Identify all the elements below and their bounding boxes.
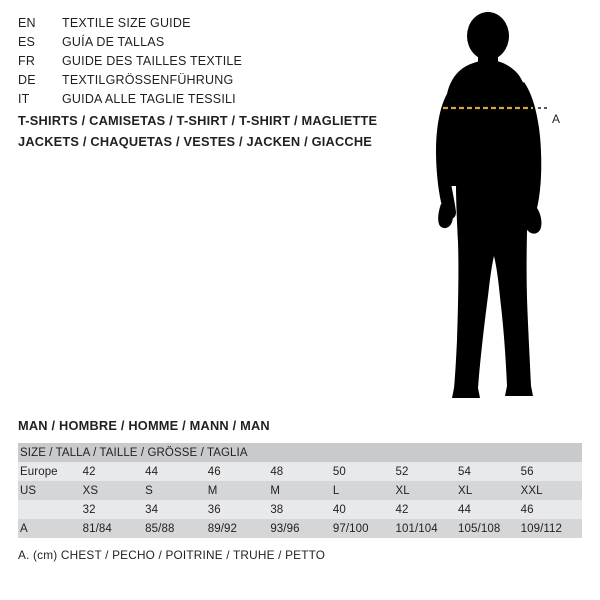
row-label: A bbox=[18, 519, 81, 538]
cell: M bbox=[206, 481, 269, 500]
cell: 42 bbox=[393, 500, 456, 519]
category-jackets: JACKETS / CHAQUETAS / VESTES / JACKEN / GIACCHE bbox=[18, 134, 373, 149]
language-code: IT bbox=[18, 92, 30, 106]
size-table-wrapper bbox=[18, 443, 582, 538]
cell: 93/96 bbox=[268, 519, 331, 538]
cell: XS bbox=[81, 481, 144, 500]
language-text: TEXTILE SIZE GUIDE bbox=[62, 16, 191, 30]
language-text: GUIDE DES TAILLES TEXTILE bbox=[62, 54, 243, 68]
silhouette-icon bbox=[400, 10, 600, 410]
cell: 54 bbox=[456, 462, 519, 481]
language-row bbox=[18, 14, 378, 33]
cell: 46 bbox=[519, 500, 582, 519]
cell: 40 bbox=[331, 500, 394, 519]
language-row bbox=[18, 33, 378, 52]
cell: M bbox=[268, 481, 331, 500]
measure-label-a: A bbox=[552, 112, 561, 126]
language-text: TEXTILGRÖSSENFÜHRUNG bbox=[62, 73, 234, 87]
language-text: GUÍA DE TALLAS bbox=[62, 35, 165, 49]
language-code: ES bbox=[18, 35, 36, 49]
category-list bbox=[18, 110, 438, 152]
cell: 44 bbox=[456, 500, 519, 519]
cell: 52 bbox=[393, 462, 456, 481]
cell: 109/112 bbox=[519, 519, 582, 538]
cell: 36 bbox=[206, 500, 269, 519]
language-row bbox=[18, 90, 378, 109]
cell: 85/88 bbox=[143, 519, 206, 538]
cell: 32 bbox=[81, 500, 144, 519]
cell: 48 bbox=[268, 462, 331, 481]
language-code: EN bbox=[18, 16, 36, 30]
table-header-label: SIZE / TALLA / TAILLE / GRÖSSE / TAGLIA bbox=[18, 443, 582, 462]
size-table bbox=[18, 443, 582, 538]
table-row bbox=[18, 519, 582, 538]
cell: 56 bbox=[519, 462, 582, 481]
language-row bbox=[18, 52, 378, 71]
cell: 101/104 bbox=[393, 519, 456, 538]
language-list bbox=[18, 14, 378, 109]
language-row bbox=[18, 71, 378, 90]
table-row bbox=[18, 481, 582, 500]
language-code: FR bbox=[18, 54, 36, 68]
cell: 34 bbox=[143, 500, 206, 519]
table-row bbox=[18, 500, 582, 519]
cell: 97/100 bbox=[331, 519, 394, 538]
male-figure-illustration bbox=[400, 10, 600, 410]
section-heading-man: MAN / HOMBRE / HOMME / MANN / MAN bbox=[18, 418, 270, 433]
cell: 50 bbox=[331, 462, 394, 481]
cell: 81/84 bbox=[81, 519, 144, 538]
language-code: DE bbox=[18, 73, 36, 87]
table-row bbox=[18, 462, 582, 481]
cell: 42 bbox=[81, 462, 144, 481]
row-label: Europe bbox=[18, 462, 81, 481]
footnote-chest: A. (cm) CHEST / PECHO / POITRINE / TRUHE / PETTO bbox=[18, 548, 326, 562]
cell: XL bbox=[393, 481, 456, 500]
cell: XXL bbox=[519, 481, 582, 500]
row-label: US bbox=[18, 481, 81, 500]
cell: L bbox=[331, 481, 394, 500]
cell: 105/108 bbox=[456, 519, 519, 538]
table-header-row bbox=[18, 443, 582, 462]
cell: 38 bbox=[268, 500, 331, 519]
language-text: GUIDA ALLE TAGLIE TESSILI bbox=[62, 92, 236, 106]
cell: S bbox=[143, 481, 206, 500]
cell: 46 bbox=[206, 462, 269, 481]
row-label bbox=[18, 500, 81, 519]
cell: 44 bbox=[143, 462, 206, 481]
cell: 89/92 bbox=[206, 519, 269, 538]
category-tshirts: T-SHIRTS / CAMISETAS / T-SHIRT / T-SHIRT / MAGLIETTE bbox=[18, 113, 378, 128]
cell: XL bbox=[456, 481, 519, 500]
